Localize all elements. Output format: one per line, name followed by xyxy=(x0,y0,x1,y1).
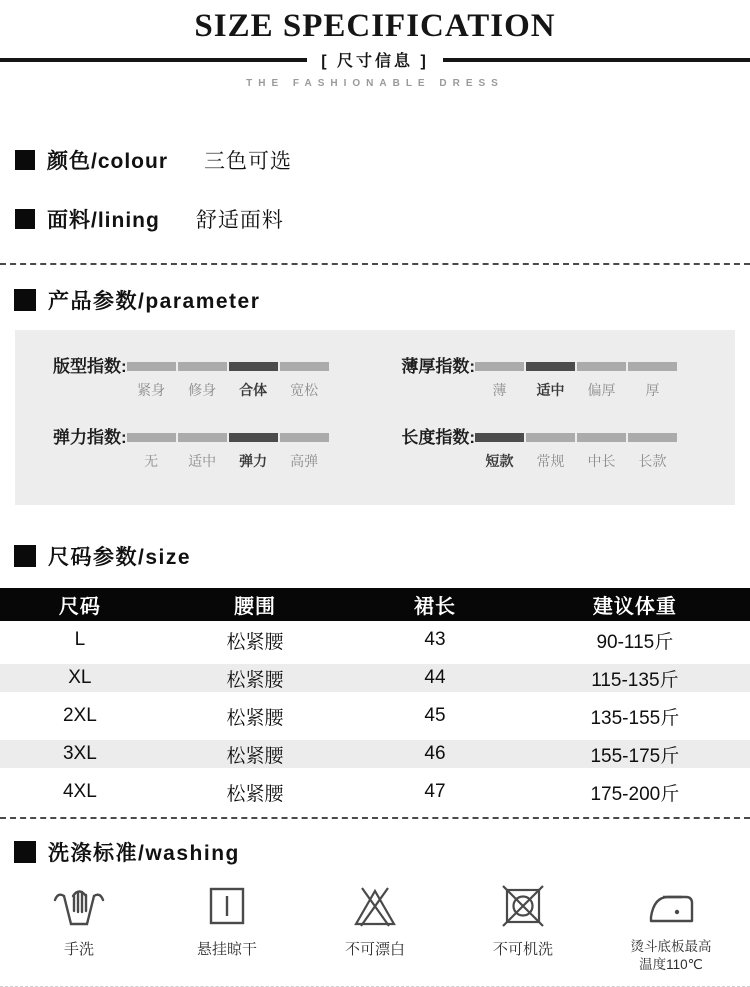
segment-label: 中长 xyxy=(587,453,616,469)
wash-item-no-bleach xyxy=(327,883,423,959)
elastic-index-label: 弹力指数: xyxy=(53,428,127,447)
parameter-section-title: 产品参数/parameter xyxy=(48,290,261,313)
cell-skirt-length: 47 xyxy=(424,781,446,802)
size-section-title: 尺码参数/size xyxy=(48,546,192,569)
segment-label: 弹力 xyxy=(239,453,268,469)
cell-skirt-length: 43 xyxy=(424,629,446,650)
segment-bar xyxy=(577,433,626,442)
index-segment xyxy=(628,362,677,400)
fit-index-bar xyxy=(127,362,331,400)
bullet-square-icon xyxy=(15,209,35,229)
cell-waist: 松紧腰 xyxy=(226,669,284,691)
divider-line-right xyxy=(443,58,750,62)
wash-item-label: 不可机洗 xyxy=(492,941,553,958)
thickness-index-bar xyxy=(475,362,679,400)
page-header xyxy=(0,0,750,89)
wash-item-label: 不可漂白 xyxy=(344,941,405,958)
segment-bar xyxy=(178,362,227,371)
index-segment xyxy=(628,433,677,471)
lining-label: 面料/lining xyxy=(47,209,160,232)
segment-bar xyxy=(229,433,278,442)
table-row xyxy=(0,659,750,697)
bullet-square-icon xyxy=(14,545,36,567)
segment-label: 厚 xyxy=(645,382,660,398)
segment-label: 紧身 xyxy=(137,382,166,398)
header-subtitle: [ 尺寸信息 ] xyxy=(321,53,429,70)
divider-line-left xyxy=(0,58,307,62)
cell-size: XL xyxy=(68,667,92,688)
no-bleach-icon xyxy=(351,883,399,929)
fit-index-group xyxy=(53,357,380,400)
cell-weight: 155-175斤 xyxy=(590,745,680,767)
cell-size: 2XL xyxy=(62,705,97,726)
colour-value: 三色可选 xyxy=(204,150,293,173)
colour-row xyxy=(15,145,750,175)
segment-bar xyxy=(178,433,227,442)
elastic-index-group xyxy=(53,428,380,471)
col-header-size: 尺码 xyxy=(58,596,101,618)
segment-label: 修身 xyxy=(188,382,217,398)
iron-max-110-icon xyxy=(646,883,696,929)
elastic-index-bar xyxy=(127,433,331,471)
segment-bar xyxy=(526,433,575,442)
segment-bar xyxy=(127,433,176,442)
table-row xyxy=(0,697,750,735)
length-index-bar xyxy=(475,433,679,471)
size-table-header xyxy=(0,588,750,621)
wash-item-label: 悬挂晾干 xyxy=(196,941,257,958)
fit-index-label: 版型指数: xyxy=(53,357,127,376)
cell-size: 3XL xyxy=(62,743,97,764)
index-segment xyxy=(127,433,176,471)
header-tagline: THE FASHIONABLE DRESS xyxy=(246,78,504,89)
cell-weight: 90-115斤 xyxy=(596,631,674,653)
index-segment xyxy=(280,433,329,471)
wash-item-drip-dry xyxy=(179,883,275,959)
table-row xyxy=(0,621,750,659)
segment-bar xyxy=(475,362,524,371)
thickness-index-group xyxy=(380,357,707,400)
drip-dry-icon xyxy=(203,883,251,929)
segment-label: 偏厚 xyxy=(587,382,616,398)
cell-waist: 松紧腰 xyxy=(226,707,284,729)
product-info xyxy=(0,145,750,234)
segment-label: 无 xyxy=(144,453,159,469)
lining-row xyxy=(15,204,750,234)
cell-size: L xyxy=(74,629,86,650)
segment-bar xyxy=(229,362,278,371)
index-segment xyxy=(526,362,575,400)
segment-bar xyxy=(577,362,626,371)
index-segment xyxy=(526,433,575,471)
col-header-weight: 建议体重 xyxy=(592,596,677,618)
section-divider xyxy=(0,817,750,819)
index-segment xyxy=(178,433,227,471)
segment-label: 薄 xyxy=(492,382,507,398)
cell-skirt-length: 46 xyxy=(424,743,446,764)
cell-waist: 松紧腰 xyxy=(226,783,284,805)
page-title: SIZE SPECIFICATION xyxy=(194,8,556,44)
table-row xyxy=(0,773,750,811)
wash-item-no-machine-wash xyxy=(475,883,571,959)
bullet-square-icon xyxy=(15,150,35,170)
cell-weight: 115-135斤 xyxy=(591,669,679,691)
parameter-panel xyxy=(15,330,735,505)
wash-item-iron-max-temp xyxy=(623,883,719,974)
index-segment xyxy=(178,362,227,400)
cell-waist: 松紧腰 xyxy=(226,631,284,653)
lining-value: 舒适面料 xyxy=(195,209,284,232)
washing-section-title: 洗涤标准/washing xyxy=(48,842,240,865)
bullet-square-icon xyxy=(14,289,36,311)
cell-skirt-length: 45 xyxy=(424,705,446,726)
size-table xyxy=(0,588,750,811)
size-section-heading xyxy=(0,541,750,571)
colour-label: 颜色/colour xyxy=(47,150,169,173)
index-segment xyxy=(280,362,329,400)
segment-label: 适中 xyxy=(188,453,217,469)
length-index-label: 长度指数: xyxy=(401,428,475,447)
table-row xyxy=(0,735,750,773)
cell-weight: 175-200斤 xyxy=(590,783,680,805)
index-segment xyxy=(577,362,626,400)
index-segment xyxy=(229,362,278,400)
index-segment xyxy=(229,433,278,471)
segment-bar xyxy=(628,362,677,371)
col-header-skirt-length: 裙长 xyxy=(413,596,456,618)
index-segment xyxy=(475,362,524,400)
no-machine-wash-icon xyxy=(499,883,547,929)
segment-bar xyxy=(526,362,575,371)
bullet-square-icon xyxy=(14,841,36,863)
segment-label: 长款 xyxy=(638,453,667,469)
index-segment xyxy=(475,433,524,471)
thickness-index-label: 薄厚指数: xyxy=(401,357,475,376)
section-divider xyxy=(0,263,750,265)
index-segment xyxy=(127,362,176,400)
segment-bar xyxy=(280,433,329,442)
cell-skirt-length: 44 xyxy=(424,667,446,688)
cell-waist: 松紧腰 xyxy=(226,745,284,767)
length-index-group xyxy=(380,428,707,471)
segment-bar xyxy=(127,362,176,371)
washing-icons-row xyxy=(0,883,750,974)
segment-label: 高弹 xyxy=(290,453,319,469)
col-header-waist: 腰围 xyxy=(233,596,276,618)
hand-wash-icon xyxy=(53,883,105,929)
index-segment xyxy=(577,433,626,471)
wash-item-label: 手洗 xyxy=(63,941,94,958)
cell-weight: 135-155斤 xyxy=(590,707,680,729)
parameter-section-heading xyxy=(0,285,750,315)
cell-size: 4XL xyxy=(62,781,97,802)
segment-label: 短款 xyxy=(485,453,514,469)
segment-bar xyxy=(280,362,329,371)
segment-label: 常规 xyxy=(536,453,565,469)
washing-section-heading xyxy=(0,837,750,867)
segment-label: 合体 xyxy=(239,382,268,398)
wash-item-hand-wash xyxy=(31,883,127,959)
header-divider xyxy=(0,48,750,71)
wash-item-label: 烫斗底板最高 温度110℃ xyxy=(630,939,712,973)
segment-label: 适中 xyxy=(536,382,565,398)
segment-bar xyxy=(475,433,524,442)
segment-bar xyxy=(628,433,677,442)
segment-label: 宽松 xyxy=(290,382,319,398)
